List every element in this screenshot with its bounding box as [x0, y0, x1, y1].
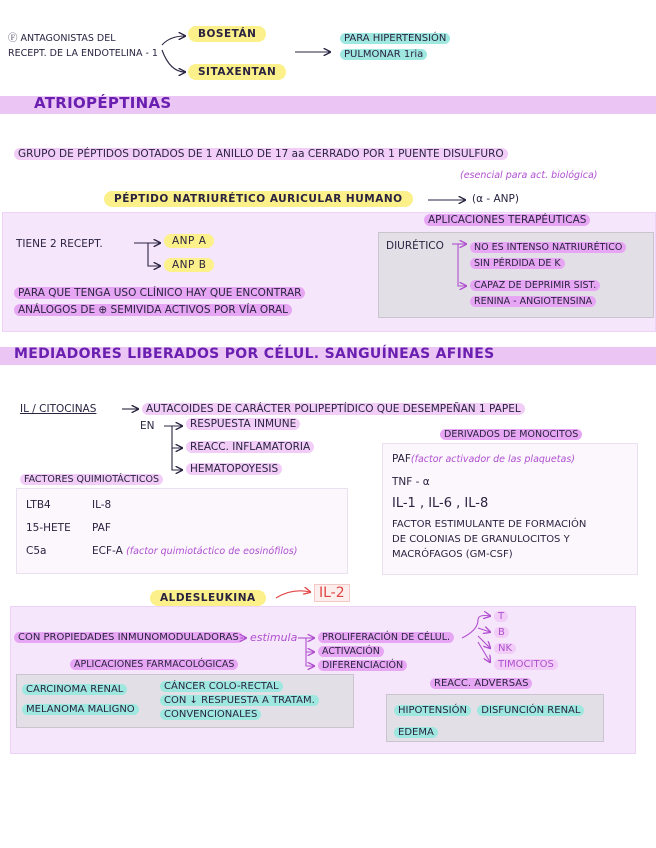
- chemo-ecfa: ECF-A (factor quimiotáctico de eosinófilos): [92, 545, 298, 557]
- mono-paf: PAF(factor activador de las plaquetas): [392, 453, 575, 465]
- mono-ils: IL-1 , IL-6 , IL-8: [392, 496, 489, 511]
- mono-tnf: TNF - α: [392, 476, 430, 488]
- app1-line-1: NO ES INTENSO NATRIURÉTICO: [470, 242, 626, 253]
- cell-thymocytes: TIMOCITOS: [494, 659, 558, 670]
- il-description: AUTACOIDES DE CARÁCTER POLIPEPTÍDICO QUE DESEMPEÑAN 1 PAPEL: [142, 403, 525, 415]
- chemotactic-title: FACTORES QUIMIOTÁCTICOS: [20, 474, 163, 485]
- clinical-use-note: [14, 285, 305, 319]
- cell-t: T: [494, 611, 508, 622]
- stimulates-label: estimula: [250, 631, 298, 644]
- clinical-line-1: PARA QUE TENGA USO CLÍNICO HAY QUE ENCONTRAR: [14, 287, 305, 299]
- effect-activation: ACTIVACIÓN: [318, 646, 384, 657]
- il2-label: IL-2: [314, 584, 350, 602]
- adverse-title: REACC. ADVERSAS: [430, 678, 532, 689]
- pharm-right: CÁNCER COLO-RECTAL CON ↓ RESPUESTA A TRATAM. CONVENCIONALES: [160, 680, 319, 722]
- il-role-2: REACC. INFLAMATORIA: [186, 441, 314, 453]
- chemo-left-list: [26, 494, 71, 563]
- anp-abbreviation: (α - ANP): [472, 193, 519, 205]
- therapeutic-apps-title: APLICACIONES TERAPÉUTICAS: [424, 214, 590, 226]
- drug-sitaxentan: SITAXENTAN: [188, 64, 286, 80]
- mediators-title: MEDIADORES LIBERADOS POR CÉLUL. SANGUÍNEAS AFINES: [14, 346, 495, 362]
- adverse-edema: EDEMA: [394, 727, 438, 738]
- chemo-c5a: C5a: [26, 545, 47, 557]
- mono-paf-note: (factor activador de las plaquetas): [410, 454, 575, 465]
- use-line-2: PULMONAR 1ria: [340, 49, 427, 60]
- pulmonary-hypertension-use: [340, 31, 450, 63]
- receptor-anp-a: ANP A: [164, 234, 214, 248]
- il-role-3: HEMATOPOYESIS: [186, 463, 282, 475]
- adverse-renal: DISFUNCIÓN RENAL: [477, 705, 584, 716]
- pharm-apps-title: APLICACIONES FARMACOLÓGICAS: [70, 659, 238, 670]
- chemo-15hete: 15-HETE: [26, 522, 71, 534]
- pharm-renal-carcinoma: CARCINOMA RENAL: [22, 684, 127, 695]
- cell-b: B: [494, 627, 509, 638]
- chemo-paf: PAF: [92, 522, 111, 534]
- receptors-label: TIENE 2 RECEPT.: [16, 238, 103, 250]
- chemo-right-list: [92, 494, 297, 563]
- ecfa-note: (factor quimiotáctico de eosinófilos): [126, 546, 298, 557]
- cell-nk: NK: [494, 643, 516, 654]
- immunomodulatory-props: CON PROPIEDADES INMUNOMODULADORAS: [14, 632, 243, 643]
- use-line-1: PARA HIPERTENSIÓN: [340, 33, 450, 44]
- endothelin-antagonists-label: [8, 31, 158, 61]
- drug-bosentan: BOSETÁN: [188, 26, 266, 42]
- il-role-1: RESPUESTA INMUNE: [186, 418, 300, 430]
- pharm-left-list: [22, 680, 139, 720]
- adverse-list: [394, 700, 584, 744]
- app2-line-2: RENINA - ANGIOTENSINA: [470, 296, 596, 307]
- chemo-ltb4: LTB4: [26, 499, 51, 511]
- anp-name: PÉPTIDO NATRIURÉTICO AURICULAR HUMANO: [104, 191, 413, 207]
- chemo-il8: IL-8: [92, 499, 112, 511]
- target-cells: [494, 609, 558, 673]
- app2-line-1: CAPAZ DE DEPRIMIR SIST.: [470, 280, 600, 291]
- mono-csf: FACTOR ESTIMULANTE DE FORMACIÓN DE COLONIAS DE GRANULOCITOS Y MACRÓFAGOS (GM-CSF): [392, 519, 587, 560]
- effect-differentiation: DIFERENCIACIÓN: [318, 660, 407, 671]
- aldesleukin-label: ALDESLEUKINA: [150, 590, 266, 606]
- il2-effects: [318, 631, 454, 673]
- biological-activity-note: (esencial para act. biológica): [460, 170, 598, 181]
- antagonists-line-1: Ⓕ ANTAGONISTAS DEL: [8, 33, 116, 44]
- receptor-anp-b: ANP B: [164, 258, 214, 272]
- antagonists-line-2: RECEPT. DE LA ENDOTELINA - 1: [8, 48, 158, 59]
- atriopeptins-definition: GRUPO DE PÉPTIDOS DOTADOS DE 1 ANILLO DE 17 aa CERRADO POR 1 PUENTE DISULFURO: [14, 148, 508, 160]
- monocyte-title: DERIVADOS DE MONOCITOS: [440, 429, 582, 440]
- atriopeptins-title: ATRIOPÉPTINAS: [34, 94, 172, 112]
- monocyte-list: [392, 448, 575, 515]
- app1-line-2: SIN PÉRDIDA DE K: [470, 258, 565, 269]
- diuretic-label: DIURÉTICO: [386, 240, 444, 252]
- pharm-melanoma: MELANOMA MALIGNO: [22, 704, 139, 715]
- en-label: EN: [140, 420, 155, 432]
- adverse-hypotension: HIPOTENSIÓN: [394, 705, 471, 716]
- diuretic-effects: [470, 240, 626, 310]
- clinical-line-2: ANÁLOGOS DE ⊕ SEMIVIDA ACTIVOS POR VÍA ORAL: [14, 304, 292, 316]
- effect-proliferation: PROLIFERACIÓN DE CÉLUL.: [318, 632, 454, 643]
- il-cytokines-label: IL / CITOCINAS: [20, 403, 97, 415]
